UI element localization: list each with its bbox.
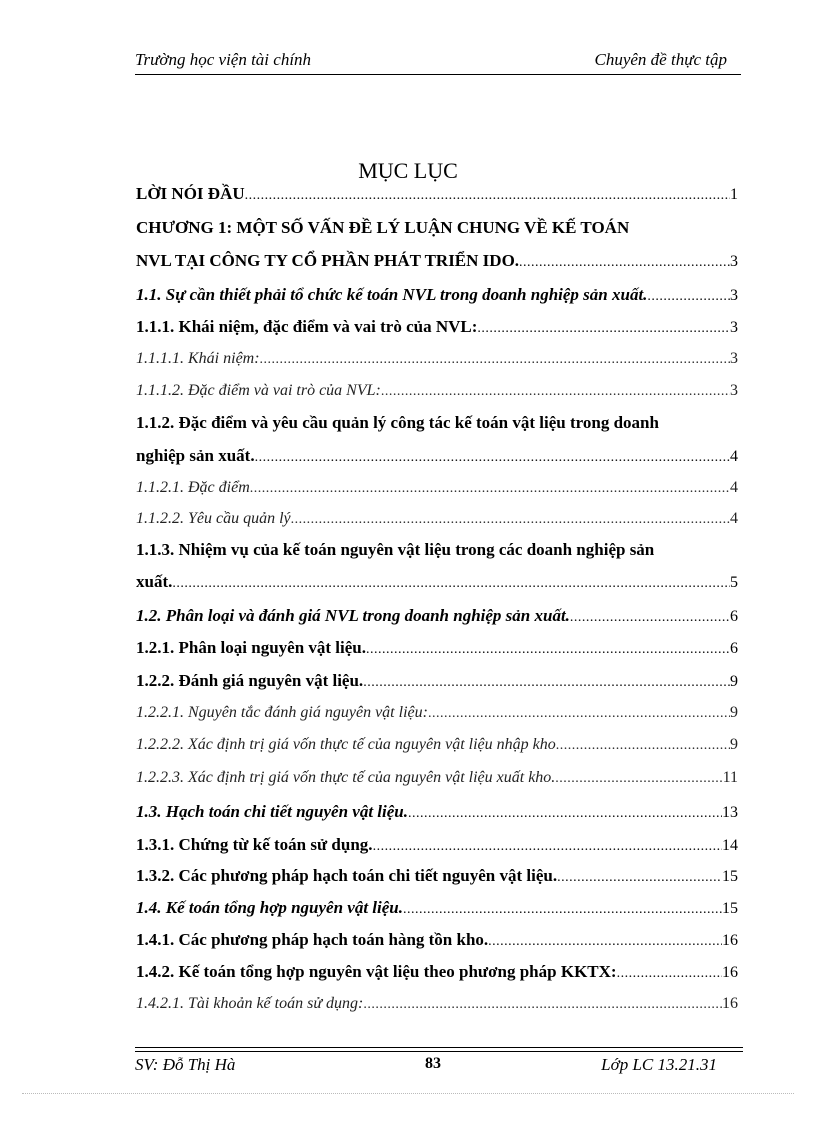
- toc-entry-label: 1.2.2.1. Nguyên tắc đánh giá nguyên vật liệu:: [136, 704, 428, 721]
- toc-entry-continuation[interactable]: [136, 251, 738, 271]
- toc-entry[interactable]: [136, 317, 738, 337]
- toc-entry-page: 14: [722, 837, 738, 854]
- toc-entry[interactable]: [136, 413, 738, 433]
- toc-entry-label: 1.1.2.2. Yêu cầu quản lý: [136, 510, 291, 527]
- toc-entry-continuation[interactable]: [136, 446, 738, 466]
- toc-entry-label: 1.1.2. Đặc điểm và yêu cầu quản lý công tác kế toán vật liệu trong doanh: [136, 413, 659, 432]
- toc-entry[interactable]: [136, 835, 738, 855]
- toc-entry-label: 1.2.1. Phân loại nguyên vật liệu.: [136, 638, 367, 657]
- toc-entry-page: 16: [722, 932, 738, 949]
- header-report-type: Chuyên đề thực tập: [594, 50, 727, 69]
- footer-rule-bottom: [135, 1051, 743, 1052]
- toc-leader-dots: [617, 962, 722, 982]
- toc-entry[interactable]: [136, 704, 738, 722]
- toc-entry-continuation[interactable]: [136, 572, 738, 592]
- toc-entry-page: 4: [730, 448, 738, 465]
- footer-rule-top: [135, 1047, 743, 1048]
- toc-entry-label: 1.2.2.2. Xác định trị giá vốn thực tế của nguyên vật liệu nhập kho: [136, 736, 556, 753]
- toc-entry-page: 3: [730, 350, 738, 367]
- toc-entry[interactable]: [136, 736, 738, 754]
- toc-leader-dots: [291, 510, 730, 528]
- toc-entry-label: 1.1.1.2. Đặc điểm và vai trò của NVL:: [136, 382, 381, 399]
- toc-entry[interactable]: [136, 382, 738, 400]
- toc-entry-page: 6: [730, 640, 738, 657]
- header-school-name: Trường học viện tài chính: [135, 50, 312, 69]
- toc-entry[interactable]: [136, 769, 738, 787]
- toc-entry[interactable]: [136, 930, 738, 950]
- toc-entry-page: 1: [730, 186, 738, 203]
- toc-leader-dots: [260, 350, 730, 368]
- toc-entry[interactable]: [136, 184, 738, 204]
- toc-leader-dots: [408, 802, 722, 822]
- page-title: MỤC LỤC: [358, 158, 458, 183]
- toc-entry-page: 15: [722, 900, 738, 917]
- toc-leader-dots: [363, 671, 730, 691]
- toc-leader-dots: [373, 835, 722, 855]
- toc-entry-label: 1.2.2.3. Xác định trị giá vốn thực tế của nguyên vật liệu xuất kho.: [136, 769, 556, 786]
- page-edge: [22, 1093, 794, 1094]
- toc-entry-page: 11: [722, 769, 738, 786]
- toc-entry[interactable]: [136, 218, 738, 238]
- toc-entry-label: 1.3.2. Các phương pháp hạch toán chi tiết nguyên vật liệu.: [136, 866, 558, 885]
- toc-leader-dots: [255, 446, 730, 466]
- toc-leader-dots: [557, 866, 722, 886]
- toc-entry[interactable]: [136, 350, 738, 368]
- toc-entry-page: 6: [730, 608, 738, 625]
- toc-entry[interactable]: [136, 898, 738, 918]
- toc-entry-label: nghiệp sản xuất.: [136, 446, 255, 465]
- page-header: [135, 48, 741, 75]
- toc-entry-label: 1.2.2. Đánh giá nguyên vật liệu.: [136, 671, 364, 690]
- toc-entry[interactable]: [136, 285, 738, 305]
- toc-entry[interactable]: [136, 479, 738, 497]
- toc-entry-label: NVL TẠI CÔNG TY CỔ PHẦN PHÁT TRIỂN IDO.: [136, 251, 520, 270]
- toc-entry-label: 1.4.2. Kế toán tổng hợp nguyên vật liệu theo phương pháp KKTX:: [136, 962, 617, 981]
- toc-entry-page: 9: [730, 704, 738, 721]
- toc-entry[interactable]: [136, 510, 738, 528]
- toc-entry[interactable]: [136, 995, 738, 1013]
- toc-entry-page: 3: [730, 287, 738, 304]
- toc-entry-label: 1.1.1.1. Khái niệm:: [136, 350, 260, 367]
- toc-leader-dots: [250, 479, 730, 497]
- toc-leader-dots: [381, 382, 730, 400]
- toc-entry-page: 5: [730, 574, 738, 591]
- toc-entry-page: 15: [722, 868, 738, 885]
- toc-entry-page: 9: [730, 736, 738, 753]
- toc-entry-page: 16: [722, 995, 738, 1012]
- toc-entry-page: 16: [722, 964, 738, 981]
- toc-entry-label: 1.4.2.1. Tài khoản kế toán sử dụng:: [136, 995, 364, 1012]
- toc-entry-page: 3: [730, 319, 738, 336]
- page-footer: [135, 1055, 743, 1077]
- toc-leader-dots: [366, 638, 730, 658]
- toc-entry-page: 3: [730, 382, 738, 399]
- toc-entry-label: 1.1.2.1. Đặc điểm: [136, 479, 250, 496]
- toc-entry[interactable]: [136, 638, 738, 658]
- toc-leader-dots: [647, 285, 730, 305]
- toc-entry-label: 1.3. Hạch toán chi tiết nguyên vật liệu.: [136, 802, 409, 821]
- toc-entry-label: 1.1.3. Nhiệm vụ của kế toán nguyên vật liệu trong các doanh nghiệp sản: [136, 540, 655, 559]
- toc-leader-dots: [570, 606, 730, 626]
- footer-class-code: Lớp LC 13.21.31: [601, 1055, 717, 1074]
- toc-leader-dots: [555, 769, 722, 787]
- toc-entry-page: 13: [722, 804, 738, 821]
- toc-entry[interactable]: [136, 606, 738, 626]
- toc-entry-page: 9: [730, 673, 738, 690]
- toc-leader-dots: [172, 572, 730, 592]
- toc-entry-label: CHƯƠNG 1: MỘT SỐ VẤN ĐỀ LÝ LUẬN CHUNG VỀ KẾ TOÁN: [136, 218, 630, 237]
- toc-entry-page: 4: [730, 510, 738, 527]
- toc-entry-label: 1.4. Kế toán tổng hợp nguyên vật liệu.: [136, 898, 403, 917]
- footer-page-number: 83: [425, 1055, 441, 1072]
- footer-student-name: SV: Đỗ Thị Hà: [135, 1055, 236, 1074]
- toc-entry-label: 1.3.1. Chứng từ kế toán sử dụng.: [136, 835, 373, 854]
- toc-leader-dots: [428, 704, 730, 722]
- toc-entry-label: LỜI NÓI ĐẦU: [136, 184, 245, 203]
- toc-entry[interactable]: [136, 671, 738, 691]
- toc-leader-dots: [556, 736, 730, 754]
- toc-entry[interactable]: [136, 962, 738, 982]
- toc-entry[interactable]: [136, 866, 738, 886]
- toc-leader-dots: [403, 898, 722, 918]
- toc-leader-dots: [477, 317, 730, 337]
- toc-leader-dots: [488, 930, 722, 950]
- toc-leader-dots: [363, 995, 722, 1013]
- toc-entry[interactable]: [136, 802, 738, 822]
- toc-entry-label: 1.1. Sự cần thiết phải tổ chức kế toán NVL trong doanh nghiệp sản xuất.: [136, 285, 648, 304]
- toc-entry-page: 4: [730, 479, 738, 496]
- toc-entry-label: 1.2. Phân loại và đánh giá NVL trong doanh nghiệp sản xuất.: [136, 606, 570, 625]
- toc-entry-label: 1.4.1. Các phương pháp hạch toán hàng tồn kho.: [136, 930, 489, 949]
- toc-entry-page: 3: [730, 253, 738, 270]
- toc-entry[interactable]: [136, 540, 738, 560]
- toc-leader-dots: [519, 251, 730, 271]
- toc-leader-dots: [245, 184, 730, 204]
- toc-entry-label: xuất.: [136, 572, 173, 591]
- toc-entry-label: 1.1.1. Khái niệm, đặc điểm và vai trò của NVL:: [136, 317, 478, 336]
